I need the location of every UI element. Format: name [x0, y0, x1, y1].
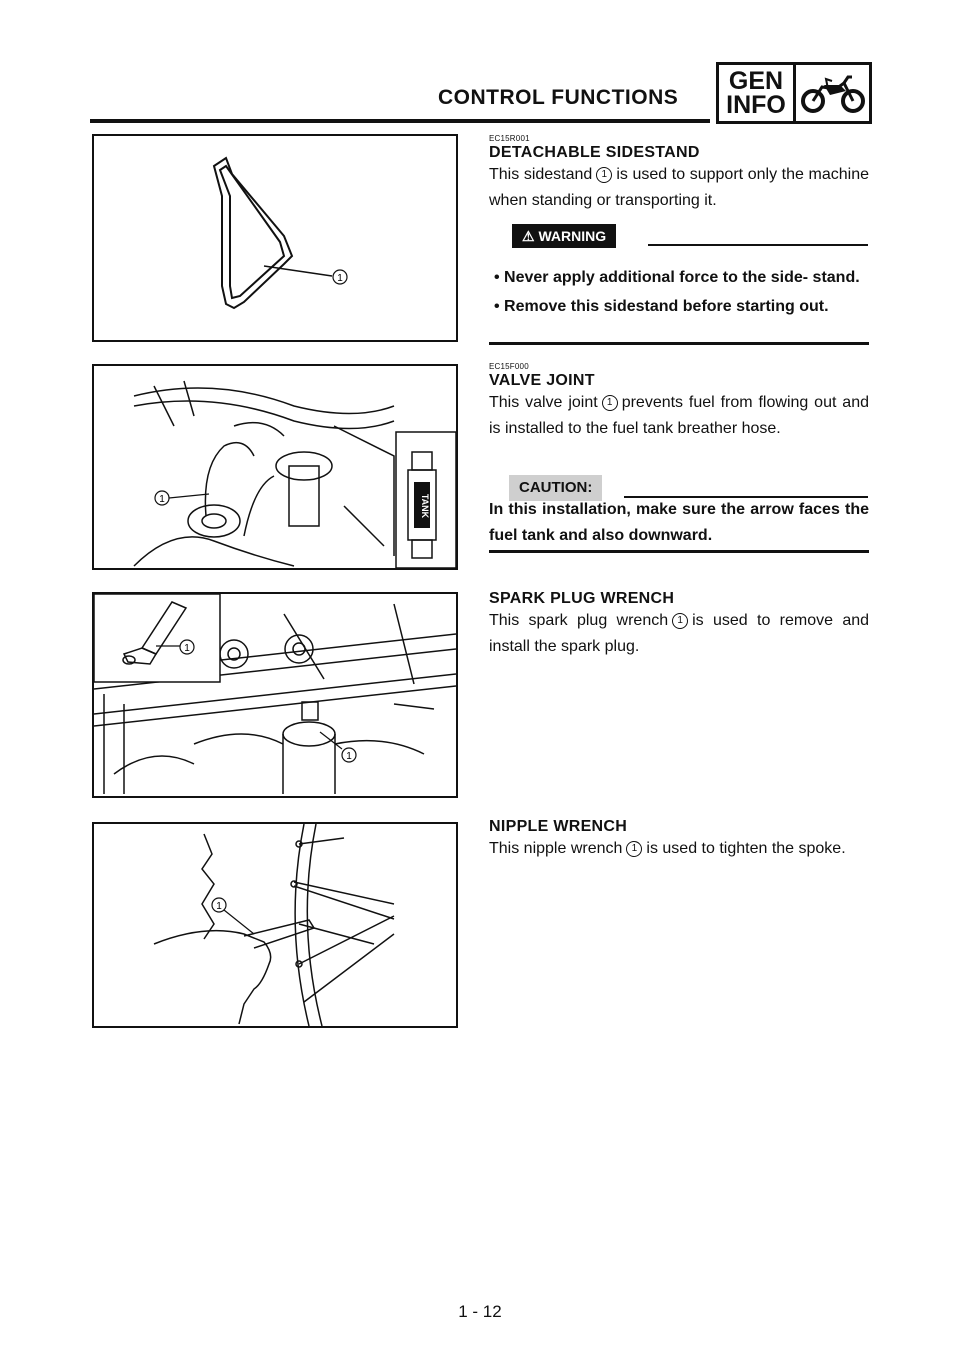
warning-list — [494, 264, 868, 322]
section-tag — [716, 62, 872, 124]
figure-spark-plug-wrench — [92, 592, 458, 798]
body-text: This nipple wrench — [489, 840, 623, 857]
warning-icon: ⚠ — [522, 228, 535, 244]
section-body — [489, 608, 869, 660]
body-text: is used to tighten the spoke. — [646, 840, 846, 857]
callout-number: 1 — [672, 613, 688, 629]
warning-item: • Never apply additional force to the side- stand. — [494, 269, 860, 286]
section-body — [489, 162, 869, 214]
body-text: is used to support only the machine when standing or transporting it. — [489, 166, 869, 209]
figure-sidestand — [92, 134, 458, 342]
warning-label: WARNING — [538, 228, 607, 244]
callout-number: 1 — [602, 395, 618, 411]
motorcycle-icon — [796, 65, 869, 121]
figure-callout: 1 — [346, 751, 352, 762]
section-title: VALVE JOINT — [489, 372, 595, 389]
caution-end-rule — [489, 550, 869, 553]
body-text: prevents fuel from flowing out and is installed to the fuel tank breather hose. — [489, 394, 869, 437]
section-code: EC15F000 — [489, 362, 529, 371]
body-text: This spark plug wrench — [489, 612, 669, 629]
caution-badge: CAUTION: — [509, 475, 602, 501]
section-title: NIPPLE WRENCH — [489, 818, 628, 835]
section-tag-line2: INFO — [726, 91, 786, 119]
section-body — [489, 390, 869, 442]
body-text: This sidestand — [489, 166, 593, 183]
section-title: SPARK PLUG WRENCH — [489, 590, 675, 607]
section-tag-line1: GEN — [728, 67, 784, 95]
figure-callout: 1 — [184, 643, 190, 654]
warning-badge — [512, 224, 616, 248]
figure-label: TANK — [420, 493, 430, 519]
page-number: 1 - 12 — [458, 1302, 502, 1321]
figure-callout: 1 — [216, 901, 222, 912]
section-body — [489, 836, 869, 862]
figure-callout: 1 — [159, 494, 165, 505]
body-text: is used to remove and install the spark plug. — [489, 612, 870, 655]
section-code: EC15R001 — [489, 134, 530, 143]
body-text: This valve joint — [489, 394, 598, 411]
callout-number: 1 — [626, 841, 642, 857]
warning-rule — [648, 244, 868, 246]
callout-number: 1 — [596, 167, 612, 183]
warning-item: • Remove this sidestand before starting out. — [494, 298, 829, 315]
warning-end-rule — [489, 342, 869, 345]
page-header-title: CONTROL FUNCTIONS — [438, 86, 679, 109]
figure-valve-joint — [92, 364, 458, 570]
figure-callout: 1 — [337, 273, 343, 284]
caution-text: In this installation, make sure the arrow faces the fuel tank and also downward. — [489, 501, 869, 544]
header-rule — [90, 119, 710, 123]
figure-nipple-wrench — [92, 822, 458, 1028]
section-title: DETACHABLE SIDESTAND — [489, 144, 700, 161]
section-tag-text — [719, 65, 796, 121]
